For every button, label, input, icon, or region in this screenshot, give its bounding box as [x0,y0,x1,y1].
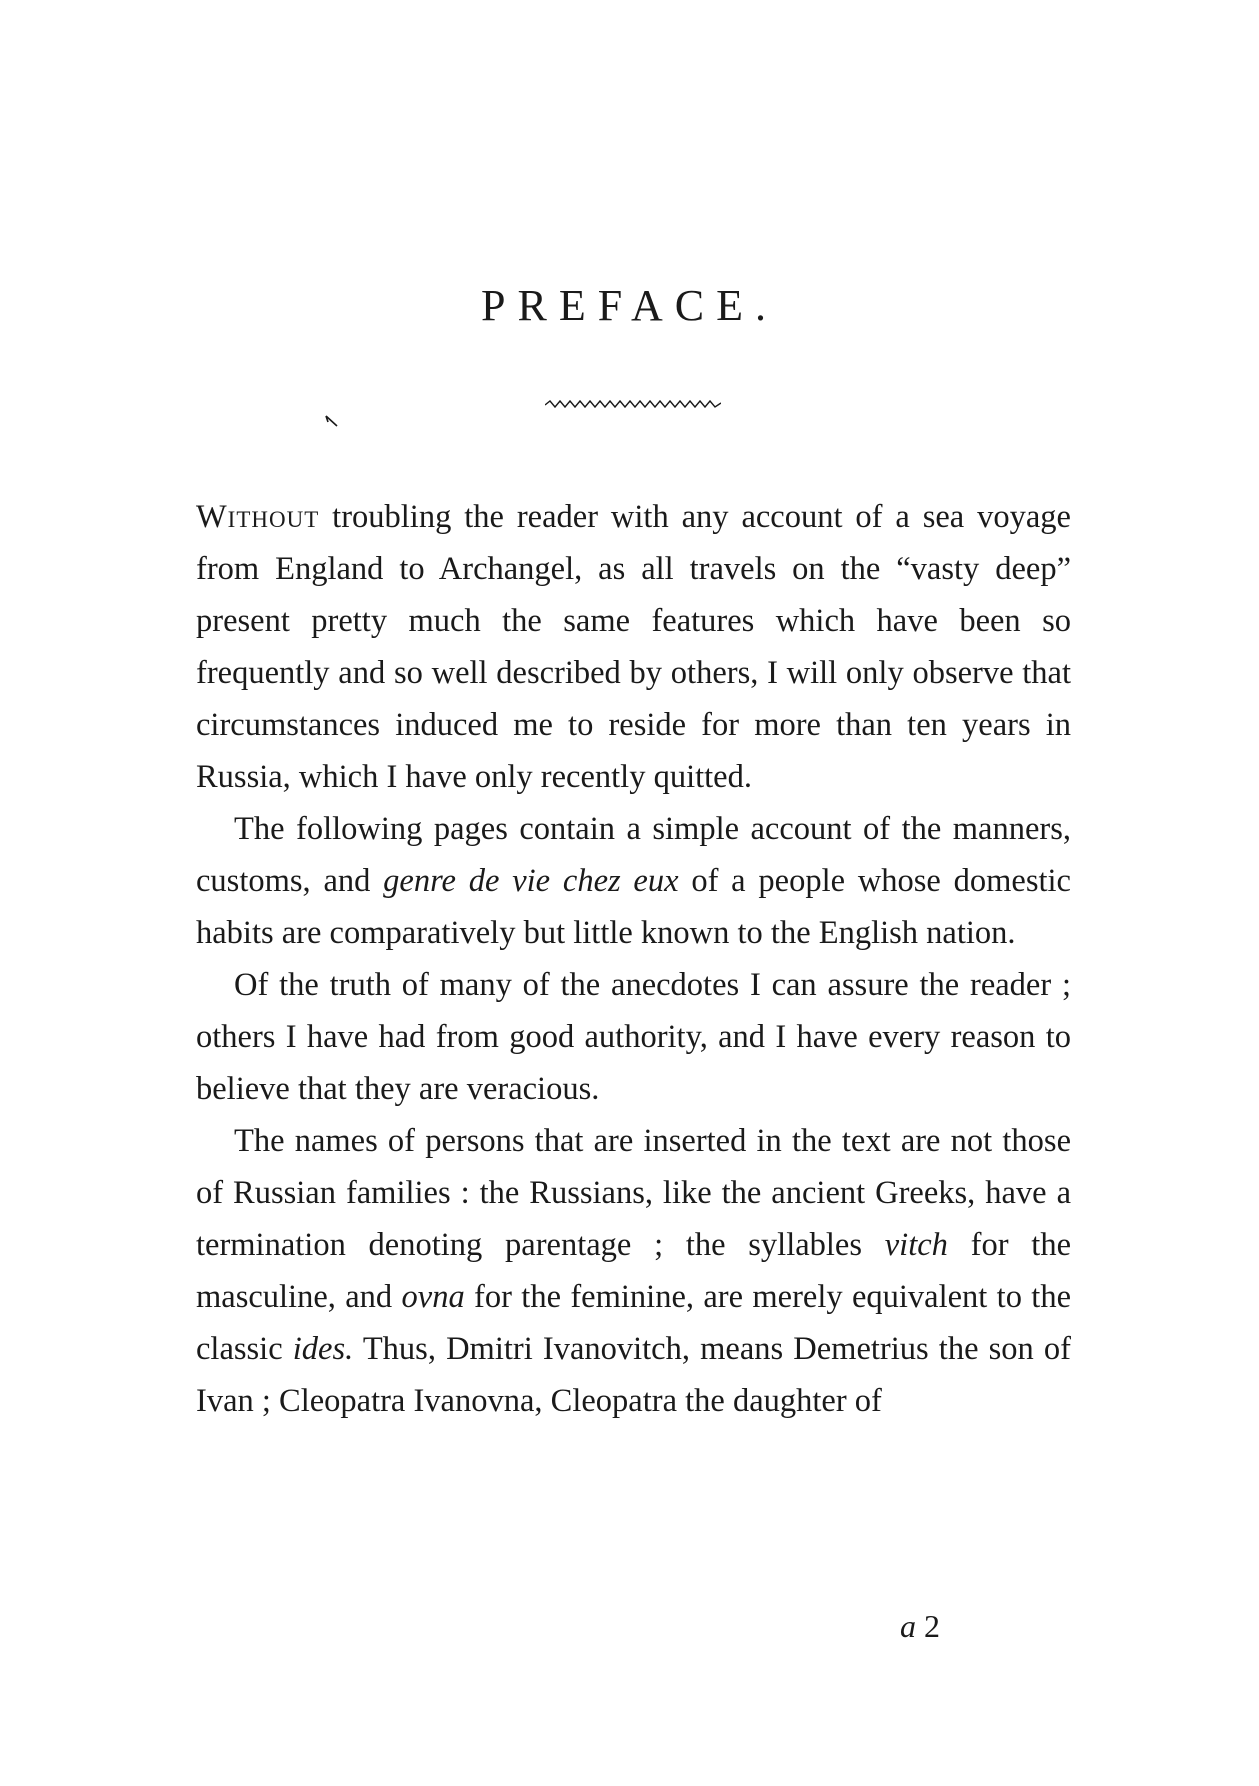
italic-term: ides. [292,1331,354,1367]
signature-letter: a [900,1608,916,1644]
paragraph-text: The names of persons that are inserted in the text are not those of Russian families : the Russians, like the ancient Greeks, have a termination denoting parentage ; the syllables [196,1123,1071,1263]
paragraph-text: for the feminine, are merely equivalent to the classic [196,1279,1071,1367]
paragraph-text: Of the truth of many of the anecdotes I can assure the reader ; others I have had from good authority, and I have every reason to believe that they are veracious. [196,967,1071,1107]
opening-word: Without [196,499,320,535]
italic-term: vitch [884,1227,948,1263]
signature-mark [900,1608,940,1645]
page-title: PREFACE. [481,281,778,330]
paragraph-4 [196,1115,1071,1427]
paragraph-text: Thus, Dmitri Ivanovitch, means Demetrius the son of Ivan ; Cleopatra Ivanovna, Cleopatra the daughter of [196,1331,1072,1419]
italic-phrase: genre de vie chez eux [383,863,679,899]
paragraph-text: troubling the reader with any account of a sea voyage from England to Archangel, as all travels on the “vasty deep” present pretty much the same features which have been so frequently and so well described by others, I will only observe that circumstances induced me to reside for more than ten years in Russia, which I have only recently quitted. [196,499,1071,795]
preface-body [196,491,1071,1427]
paragraph-text: The following pages contain a simple account of the manners, customs, and [196,811,1071,899]
stray-ink-mark [325,414,339,428]
paragraph-3 [196,959,1071,1115]
italic-term: ovna [401,1279,465,1315]
paragraph-text: of a people whose domestic habits are comparatively but little known to the English nation. [196,863,1071,951]
signature-number: 2 [924,1608,940,1644]
paragraph-1 [196,491,1071,803]
paragraph-text: for the masculine, and [196,1227,1071,1315]
wavy-rule-ornament [545,398,721,412]
paragraph-2 [196,803,1071,959]
